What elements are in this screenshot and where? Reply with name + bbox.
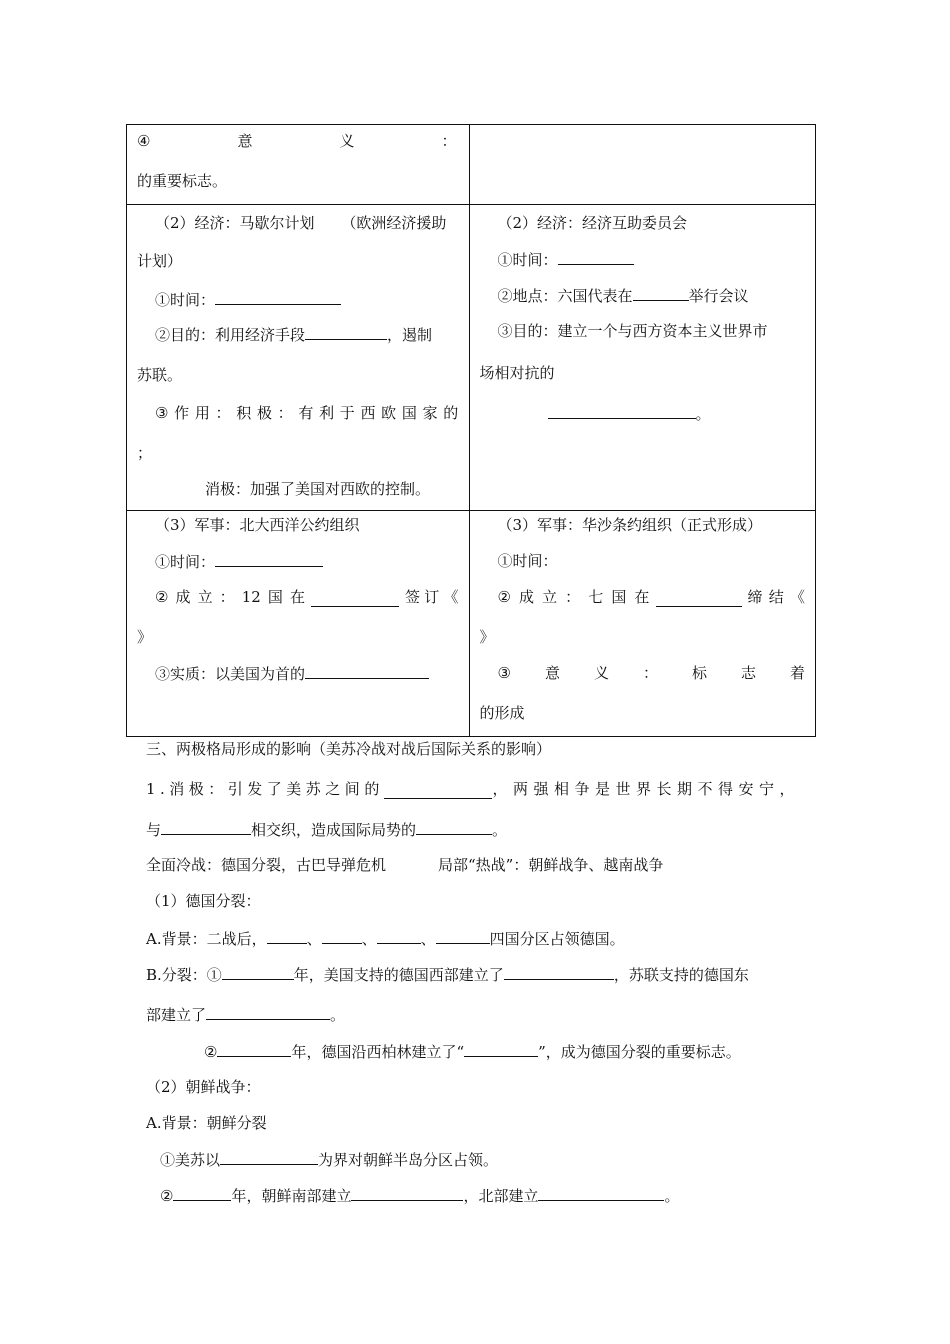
blank[interactable] — [215, 551, 323, 567]
spaced-char: 《 — [789, 588, 805, 606]
spaced-char: 国 — [401, 404, 417, 422]
spaced-char: 七 — [588, 588, 604, 606]
spaced-char: 结 — [768, 588, 784, 606]
marshall-purpose: ②目的：利用经济手段 ，遏制 — [155, 326, 433, 344]
spaced-char: 成 — [175, 588, 191, 606]
spaced-char: ： — [277, 404, 293, 422]
spaced-char: 在 — [289, 588, 305, 606]
spaced-char: 意 — [544, 664, 560, 682]
blank[interactable] — [305, 663, 429, 679]
nato-found-cont: 》 — [137, 628, 153, 646]
germany-heading: （1）德国分裂： — [146, 892, 261, 910]
spaced-char: 12 — [241, 588, 261, 606]
comecon-purpose: ③目的：建立一个与西方资本主义世界市 — [497, 322, 768, 340]
warsaw-time: ①时间： — [497, 552, 558, 570]
blank[interactable] — [464, 1041, 538, 1057]
marshall-title-cont: 计划） — [137, 252, 183, 270]
spaced-char: ： — [219, 588, 235, 606]
nato-essence: ③实质：以美国为首的 — [155, 663, 429, 684]
blank[interactable] — [351, 1185, 463, 1201]
blank[interactable] — [384, 783, 493, 799]
spaced-char: 于 — [339, 404, 355, 422]
coldwar-line: 全面冷战：德国分裂，古巴导弹危机 局部“热战”：朝鲜战争、越南战争 — [146, 856, 664, 874]
spaced-char: 国 — [267, 588, 283, 606]
nato-title: （3）军事：北大西洋公约组织 — [155, 516, 360, 534]
spaced-char: 极 — [256, 404, 272, 422]
spaced-char: 利 — [319, 404, 335, 422]
num-4: ④ — [137, 132, 151, 150]
cell-left-significance — [127, 125, 470, 205]
cell-comecon — [469, 205, 816, 511]
comecon-end: 。 — [548, 403, 711, 424]
section3-heading: 三、两极格局形成的影响（美苏冷战对战后国际关系的影响） — [146, 740, 552, 758]
comparison-table — [126, 124, 816, 737]
nato-time: ①时间： — [155, 551, 323, 572]
marshall-effect — [155, 403, 459, 423]
korea-division: ①美苏以 为界对朝鲜半岛分区占领。 — [160, 1151, 499, 1169]
germany-background: A.背景：二战后， 、 、 、 四国分区占领德国。 — [146, 930, 625, 948]
blank[interactable] — [305, 324, 387, 340]
blank[interactable] — [311, 591, 399, 607]
warsaw-found-cont: 》 — [479, 628, 495, 646]
blank[interactable] — [220, 1149, 318, 1165]
germany-split-cont: 部建立了 。 — [146, 1006, 346, 1024]
blank[interactable] — [217, 1041, 291, 1057]
blank[interactable] — [558, 249, 634, 265]
blank[interactable] — [656, 591, 742, 607]
negative-line1: 1.消极：引发了美苏之间的 ，两强相争是世界长期不得安宁， — [146, 780, 800, 798]
blank[interactable] — [215, 289, 341, 305]
blank[interactable] — [161, 819, 251, 835]
blank[interactable] — [322, 928, 362, 944]
spaced-char: 《 — [443, 588, 459, 606]
spaced-char: 着 — [789, 664, 805, 682]
comecon-title: （2）经济：经济互助委员会 — [497, 214, 688, 232]
spaced-char: 国 — [611, 588, 627, 606]
germany-split: B.分裂：① 年，美国支持的德国西部建立了 ，苏联支持的德国东 — [146, 966, 749, 984]
blank[interactable] — [504, 964, 614, 980]
spaced-char: 积 — [236, 404, 252, 422]
spaced-char: 用 — [194, 404, 210, 422]
comecon-time: ①时间： — [498, 249, 634, 270]
blank[interactable] — [548, 403, 696, 419]
spaced-char: 缔 — [747, 588, 763, 606]
blank[interactable] — [436, 928, 490, 944]
spaced-char: ： — [565, 588, 581, 606]
spaced-char: 的 — [443, 404, 459, 422]
spaced-char: 义 — [593, 664, 609, 682]
blank[interactable] — [538, 1185, 664, 1201]
blank[interactable] — [173, 1185, 231, 1201]
blank[interactable] — [222, 964, 294, 980]
colon: ： — [441, 132, 457, 150]
marshall-time: ①时间： — [155, 289, 341, 310]
comecon-place: ②地点：六国代表在 举行会议 — [497, 287, 749, 305]
cell-marshall-plan — [127, 205, 470, 511]
spaced-char: ② — [155, 588, 169, 606]
spaced-char: 标 — [691, 664, 707, 682]
spaced-char: ③ — [155, 404, 169, 422]
spaced-char: 在 — [634, 588, 650, 606]
spaced-char: 志 — [740, 664, 756, 682]
marshall-purpose-cont: 苏联。 — [137, 366, 183, 384]
spaced-char: ： — [642, 664, 658, 682]
spaced-char: ② — [497, 588, 511, 606]
spaced-char: 西 — [360, 404, 376, 422]
warsaw-meaning-cont: 的形成 — [479, 704, 525, 722]
word-yi2: 义 — [339, 132, 355, 150]
cell-right-empty — [469, 125, 816, 205]
blank[interactable] — [267, 928, 307, 944]
spaced-char: 订 — [424, 588, 440, 606]
comecon-purpose-cont: 场相对抗的 — [479, 364, 555, 382]
marshall-effect-cont: ； — [137, 444, 153, 462]
cell-warsaw — [469, 511, 816, 737]
spaced-char: 作 — [174, 404, 190, 422]
spaced-char: ③ — [497, 664, 511, 682]
berlin-wall: ② 年，德国沿西柏林建立了“ ”，成为德国分裂的重要标志。 — [204, 1043, 741, 1061]
korea-heading: （2）朝鲜战争： — [146, 1078, 261, 1096]
spaced-char: 欧 — [381, 404, 397, 422]
negative-line2: 与 相交织，造成国际局势的 。 — [146, 821, 508, 839]
spaced-char: 有 — [298, 404, 314, 422]
spaced-char: 立 — [542, 588, 558, 606]
warsaw-found — [498, 587, 806, 607]
marshall-negative: 消极：加强了美国对西欧的控制。 — [205, 480, 431, 498]
cell-nato — [127, 511, 470, 737]
korea-background: A.背景：朝鲜分裂 — [146, 1114, 267, 1132]
word-yi: 意 — [237, 132, 253, 150]
blank[interactable] — [416, 819, 492, 835]
spaced-char: 签 — [405, 588, 421, 606]
spaced-char: 成 — [519, 588, 535, 606]
spaced-char: 家 — [422, 404, 438, 422]
warsaw-title: （3）军事：华沙条约组织（正式形成） — [497, 516, 763, 534]
spaced-char: 立 — [197, 588, 213, 606]
spaced-char: ： — [215, 404, 231, 422]
nato-found — [155, 587, 459, 607]
blank[interactable] — [377, 928, 421, 944]
blank[interactable] — [633, 285, 689, 301]
marshall-title: （2）经济：马歇尔计划 （欧洲经济援助 — [155, 214, 447, 232]
significance-line2: 的重要标志。 — [137, 172, 228, 190]
blank[interactable] — [206, 1004, 330, 1020]
warsaw-meaning — [498, 663, 806, 683]
korea-states: ② 年，朝鲜南部建立 ，北部建立 。 — [160, 1187, 680, 1205]
